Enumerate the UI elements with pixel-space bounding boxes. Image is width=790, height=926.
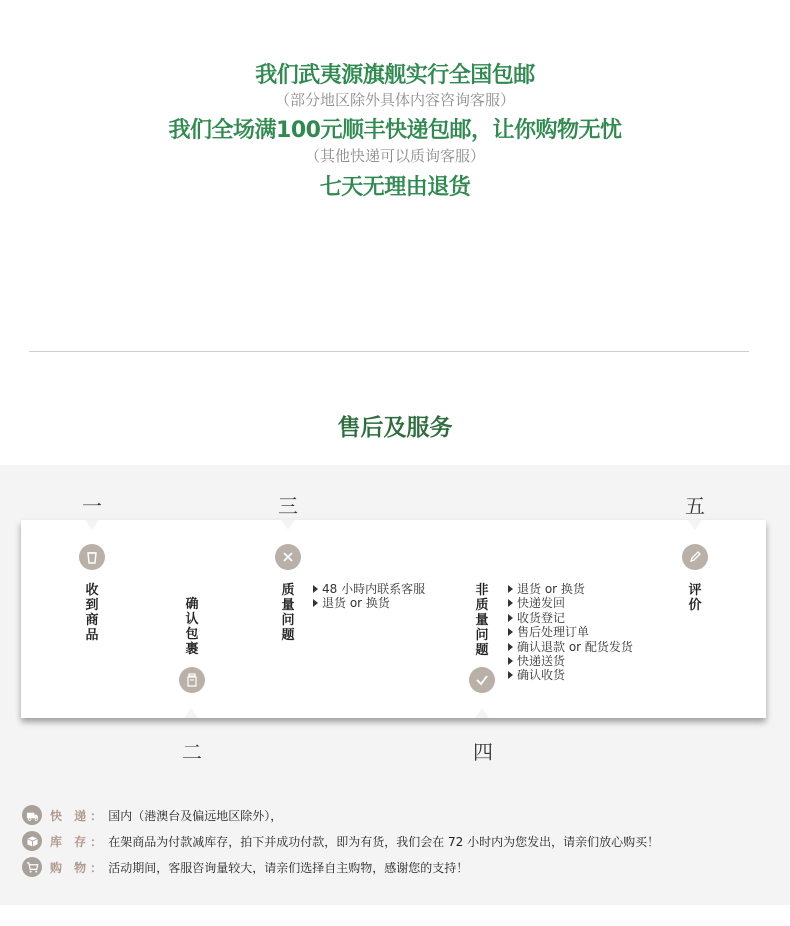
notch-step-4 bbox=[475, 708, 489, 718]
notch-step-3 bbox=[281, 520, 295, 530]
notch-step-1 bbox=[85, 520, 99, 530]
jar-icon bbox=[179, 667, 205, 693]
promo-note-regions: （部分地区除外具体内容咨询客服） bbox=[274, 91, 515, 109]
footer-label: 快 递： bbox=[50, 808, 107, 823]
list-item: 售后处理订单 bbox=[507, 625, 633, 639]
footer-stock bbox=[22, 830, 659, 852]
step-number-4: 四 bbox=[473, 740, 493, 764]
section-title: 售后及服务 bbox=[337, 415, 453, 441]
list-item: 确认收货 bbox=[507, 668, 633, 682]
footer-shipping bbox=[22, 804, 282, 826]
divider bbox=[29, 351, 749, 352]
notch-step-2 bbox=[184, 708, 198, 718]
process-card bbox=[21, 520, 766, 718]
list-item: 收货登记 bbox=[507, 611, 633, 625]
footer-label: 库 存： bbox=[50, 834, 107, 849]
check-icon bbox=[469, 667, 495, 693]
footer-text: 活动期间，客服咨询量较大，请亲们选择自主购物，感谢您的支持！ bbox=[108, 860, 469, 875]
step-3-list bbox=[312, 582, 425, 611]
footer-text: 国内（港澳台及偏远地区除外）， bbox=[108, 808, 283, 823]
list-item: 退货 or 换货 bbox=[312, 596, 425, 610]
step-number-1: 一 bbox=[82, 494, 102, 518]
footer-shopping bbox=[22, 856, 468, 878]
close-icon bbox=[275, 544, 301, 570]
promo-note-other-express: （其他快递可以质询客服） bbox=[304, 147, 485, 165]
truck-icon bbox=[22, 805, 42, 825]
promo-seven-day-return: 七天无理由退货 bbox=[319, 175, 471, 200]
list-item: 确认退款 or 配货发货 bbox=[507, 640, 633, 654]
footer-label: 购 物： bbox=[50, 860, 107, 875]
step-5-title: 评价 bbox=[688, 583, 702, 613]
step-3-title: 质量问题 bbox=[281, 583, 295, 643]
step-4-title: 非质量问题 bbox=[475, 583, 489, 658]
pencil-icon bbox=[682, 544, 708, 570]
step-number-5: 五 bbox=[685, 494, 705, 518]
list-item: 快递发回 bbox=[507, 596, 633, 610]
promo-free-shipping: 我们武夷源旗舰实行全国包邮 bbox=[255, 63, 535, 88]
step-number-3: 三 bbox=[278, 494, 298, 518]
promo-sf-express: 我们全场满100元顺丰快递包邮，让你购物无忧 bbox=[168, 118, 622, 143]
step-4-list bbox=[507, 582, 633, 683]
notch-step-5 bbox=[688, 520, 702, 530]
step-2-title: 确认包裹 bbox=[185, 597, 199, 657]
list-item: 快递送货 bbox=[507, 654, 633, 668]
footer-text: 在架商品为付款减库存，拍下并成功付款，即为有货，我们会在 72 小时内为您发出，请亲们放心购买！ bbox=[108, 834, 660, 849]
cup-icon bbox=[79, 544, 105, 570]
box-icon bbox=[22, 831, 42, 851]
cart-icon bbox=[22, 857, 42, 877]
step-number-2: 二 bbox=[182, 740, 202, 764]
list-item: 48 小時内联系客服 bbox=[312, 582, 425, 596]
step-1-title: 收到商品 bbox=[85, 583, 99, 643]
list-item: 退货 or 换货 bbox=[507, 582, 633, 596]
